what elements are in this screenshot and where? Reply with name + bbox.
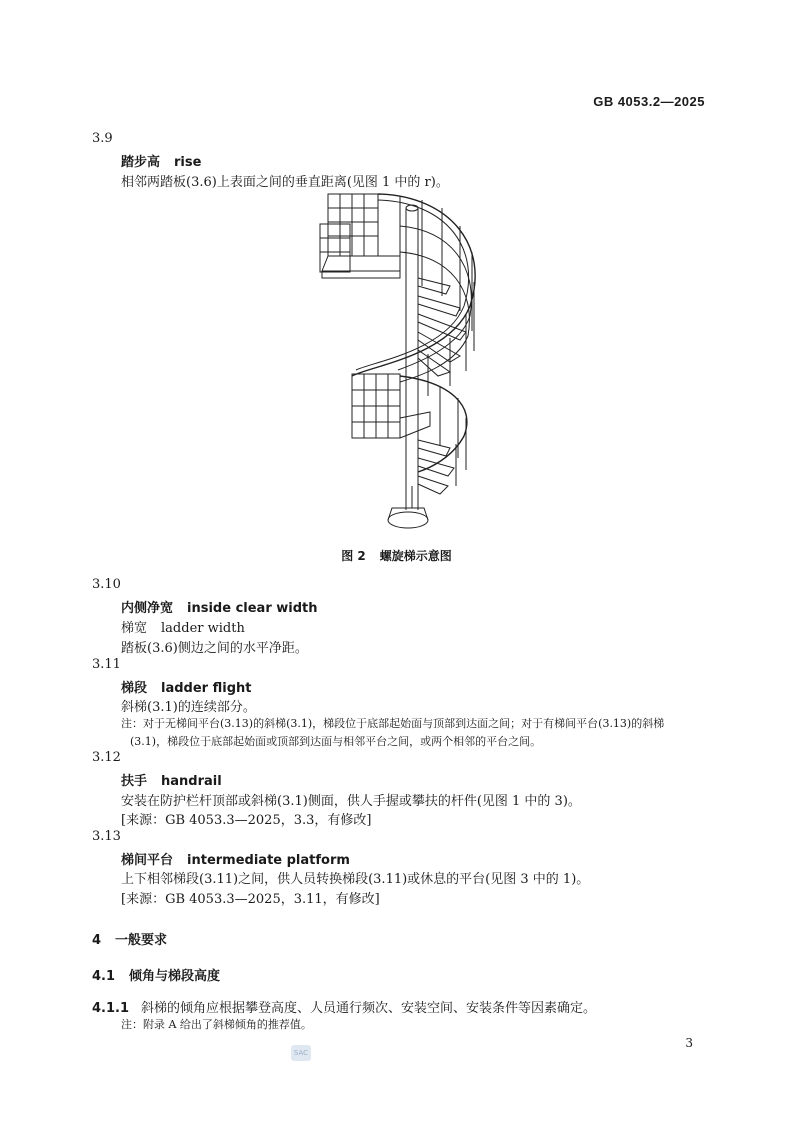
base-plate [388,512,428,528]
section-title: 一般要求 [115,933,168,948]
section-heading-4 [92,929,167,948]
upper-balusters [400,196,474,396]
figure-label: 图 2 [341,549,366,563]
clause-number-3-12: 3.12 [92,750,121,765]
section-number: 4 [92,933,102,948]
clause-4-1-1 [92,997,596,1016]
term-zh: 梯段 [121,681,148,696]
lower-balusters [440,386,466,486]
note-ladder-flight-line2: (3.1)，梯段位于底部起始面或顶部到达面与相邻平台之间，或两个相邻的平台之间。 [130,735,542,748]
clause-number-3-13: 3.13 [92,829,121,844]
standard-number-header: GB 4053.2—2025 [593,94,705,109]
section-number: 4.1 [92,969,116,984]
source-intermediate-platform: [来源：GB 4053.3—2025，3.11，有修改] [121,892,380,907]
lower-handrail [400,376,467,472]
section-heading-4-1 [92,965,220,984]
clause-text: 斜梯的倾角应根据攀登高度、人员通行频次、安装空间、安装条件等因素确定。 [141,1001,597,1016]
note-4-1-1: 注：附录 A 给出了斜梯倾角的推荐值。 [121,1018,312,1031]
definition-intermediate-platform: 上下相邻梯段(3.11)之间，供人员转换梯段(3.11)或休息的平台(见图 3 中的 1)。 [121,872,590,887]
term-intermediate-platform [121,849,350,868]
note-ladder-flight-line1: 注：对于无梯间平台(3.13)的斜梯(3.1)，梯段位于底部起始面与顶部到达面之间；对于有梯间平台(3.13)的斜梯 [121,717,665,730]
term-handrail [121,770,222,789]
figure-caption [0,547,793,564]
definition-rise: 相邻两踏板(3.6)上表面之间的垂直距离(见图 1 中的 r)。 [121,175,449,190]
clause-number-3-9: 3.9 [92,131,113,146]
alt-term-zh: 梯宽 [121,621,148,636]
term-rise [121,151,201,170]
definition-ladder-flight: 斜梯(3.1)的连续部分。 [121,700,256,715]
top-landing [320,194,400,278]
term-zh: 扶手 [121,774,148,789]
definition-inside-clear-width: 踏板(3.6)侧边之间的水平净距。 [121,641,308,656]
term-zh: 梯间平台 [121,853,174,868]
term-ladder-flight [121,677,251,696]
lower-treads [418,440,454,494]
term-en: inside clear width [187,601,318,616]
clause-number: 4.1.1 [92,1001,130,1016]
spiral-stair-figure [300,186,490,536]
upper-treads [418,278,466,376]
figure-title: 螺旋梯示意图 [379,549,452,563]
page-number: 3 [685,1036,693,1050]
source-handrail: [来源：GB 4053.3—2025，3.3，有修改] [121,813,372,828]
term-en: rise [174,155,202,170]
outer-handrail [352,194,475,376]
sac-watermark-logo: SAC [291,1045,311,1061]
clause-number-3-11: 3.11 [92,657,121,672]
term-en: ladder flight [161,681,252,696]
term-inside-clear-width [121,597,318,616]
term-en: intermediate platform [187,853,350,868]
term-zh: 踏步高 [121,155,161,170]
term-en: handrail [161,774,222,789]
section-title: 倾角与梯段高度 [129,969,221,984]
term-zh: 内侧净宽 [121,601,174,616]
definition-handrail: 安装在防护栏杆顶部或斜梯(3.1)侧面，供人手握或攀扶的杆件(见图 1 中的 3)。 [121,794,581,809]
admitted-term [121,617,245,636]
clause-number-3-10: 3.10 [92,577,121,592]
alt-term-en: ladder width [161,621,245,636]
